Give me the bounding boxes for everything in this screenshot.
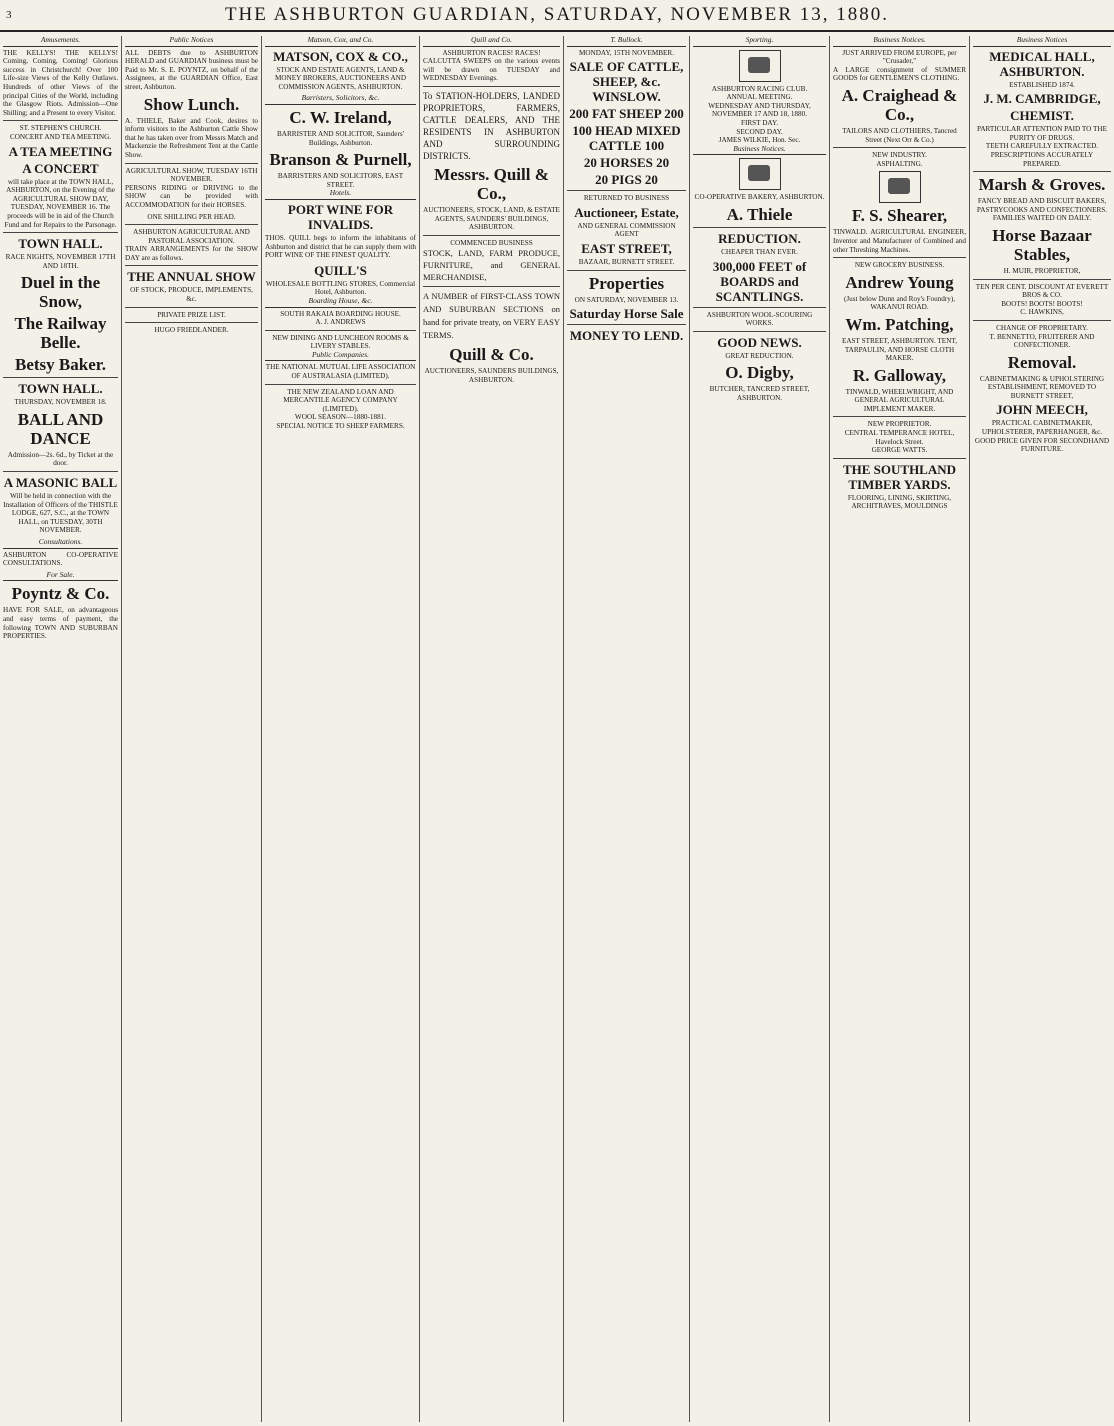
ad-chemist: CHEMIST. [1010,108,1074,124]
section-head: T. Bullock. [567,36,686,47]
ad-young-body: (Just below Dunn and Roy's Foundry), WAKANUI ROAD. [843,294,956,312]
section-head-companies: Public Companies. [265,351,416,362]
ad-race-nights: RACE NIGHTS, NOVEMBER 17TH AND 18TH. [5,253,116,270]
ad-annual-body: OF STOCK, PRODUCE, IMPLEMENTS, &c. [130,286,253,304]
ad-arrived: JUST ARRIVED FROM EUROPE, per "Crusader," [842,48,957,66]
divider [265,384,416,385]
divider [833,416,966,417]
ad-coop: CO-OPERATIVE BAKERY, ASHBURTON. [694,193,825,202]
divider [265,330,416,331]
ad-change: CHANGE OF PROPRIETARY. [996,323,1088,332]
ad-shearer-body: TINWALD. AGRICULTURAL ENGINEER, Inventor and Manufacturer of Combined and other Threshing Machines. [833,228,966,254]
ad-reduction: REDUCTION. [718,230,801,246]
ad-craighead-body: TAILORS AND CLOTHIERS, Tancred Street (Next Orr & Co.) [842,126,957,144]
ad-galloway: R. Galloway, [852,365,947,385]
ad-special: SPECIAL NOTICE TO SHEEP FARMERS. [276,422,405,431]
ad-masonic-ball: A MASONIC BALL [3,475,118,491]
ad-prescriptions: PRESCRIPTIONS ACCURATELY PREPARED. [990,150,1094,168]
ad-digby: O. Digby, [725,363,794,383]
ad-wool: WOOL SEASON—1880-1881. [294,413,387,422]
ad-patching-body: EAST STREET, ASHBURTON. TENT, TARPAULIN, AND HORSE CLOTH MAKER. [841,336,958,363]
ad-craighead: A. Craighead & Co., [841,85,958,124]
divider [423,235,560,236]
ad-great: GREAT REDUCTION. [725,351,794,360]
ad-tea-meeting: A TEA MEETING [8,143,113,159]
ad-sale: SALE OF CATTLE, SHEEP, &c. WINSLOW. [569,59,684,105]
ad-kellys: THE KELLYS! THE KELLYS! Coming, Coming, Coming! Glorious success in Christchurch! Over 100 Life-size Views of the Kelly Outlaws. Hundreds of other Views of the principal Cities of the World, including the Glasgow Riots. Admission—One Shilling; and a Present to every Visitor. [3,48,118,117]
column-4 [420,36,564,1422]
ad-temperance: CENTRAL TEMPERANCE HOTEL, Havelock Street. [844,429,955,446]
divider [693,331,826,332]
divider [125,163,258,164]
ad-train: TRAIN ARRANGEMENTS for the SHOW DAY are as follows. [125,245,258,262]
ad-wilkie: JAMES WILKIE, Hon. Sec. [718,136,801,145]
ad-properties: Properties [588,273,665,293]
ad-flooring: FLOORING, LINING, SKIRTING, ARCHITRAVES, MOULDINGS [847,493,952,511]
ad-properties-body: ON SATURDAY, NOVEMBER 13. [574,295,679,304]
ad-commenced: COMMENCED BUSINESS [450,238,533,247]
ad-quill-body: AUCTIONEERS, STOCK, LAND, & ESTATE AGENTS, SAUNDERS' BUILDINGS, ASHBURTON. [423,205,560,232]
ad-quills-body: WHOLESALE BOTTLING STORES, Commercial Hotel, Ashburton. [265,279,416,297]
ad-thursday: THURSDAY, NOVEMBER 18. [14,398,107,407]
ad-furniture: GOOD PRICE GIVEN FOR SECONDHAND FURNITURE. [974,436,1110,454]
divider [567,324,686,325]
ad-concert-body: will take place at the TOWN HALL, ASHBURTON, on the Evening of the AGRICULTURAL SHOW DAY, TUESDAY, NOVEMBER 16. The proceeds will be in aid of the Church Fund and for Repairs to the Parsonage. [4,177,117,229]
ad-proprietor: NEW PROPRIETOR. [867,420,932,429]
section-head-hotels: Hotels. [265,189,416,200]
ad-returned: RETURNED TO BUSINESS [583,194,670,203]
ad-betsy-baker: Betsy Baker. [15,355,106,375]
ad-hawkins: C. HAWKINS, [1020,308,1064,317]
ad-grocery: NEW GROCERY BUSINESS. [854,261,945,270]
ad-sections: A NUMBER of FIRST-CLASS TOWN AND SUBURBAN SECTIONS on hand for private treaty, on VERY EASY TERMS. [423,291,560,341]
ad-persons-riding: PERSONS RIDING or DRIVING to the SHOW can be provided with ACCOMMODATION for their HORSES. [125,183,258,209]
divider [833,458,966,459]
ad-town-hall: TOWN HALL. [18,236,103,252]
ad-cabinet: CABINETMAKING & UPHOLSTERING ESTABLISHMENT, REMOVED TO BURNETT STREET, [979,374,1105,400]
ad-railway-belle: The Railway Belle. [14,314,107,353]
ad-horse-sale: Saturday Horse Sale [569,306,684,322]
ad-meech: JOHN MEECH, [996,402,1088,418]
ad-attention: PARTICULAR ATTENTION PAID TO THE PURITY OF DRUGS. [976,125,1107,142]
column-2 [122,36,262,1422]
ad-families: FAMILIES WAITED ON DAILY. [992,214,1092,223]
divider [3,120,118,121]
divider [423,286,560,287]
ad-hugo: HUGO FRIEDLANDER. [154,326,229,335]
ad-consultations: ASHBURTON CO-OPERATIVE CONSULTATIONS. [3,550,118,568]
ad-thiele: A. Thiele [726,204,793,224]
divider [973,320,1111,321]
ad-town-hall-2: TOWN HALL. [18,381,103,397]
column-1 [0,36,122,1422]
ad-cheaper: CHEAPER THAN EVER. [721,247,798,256]
divider [833,257,966,258]
masthead [0,0,1114,32]
column-8 [970,36,1114,1422]
section-head-for-sale: For Sale. [3,571,118,582]
ad-removal: Removal. [1007,352,1077,372]
ad-branson: Branson & Purnell, [269,150,412,170]
ad-monday: MONDAY, 15TH NOVEMBER. [578,48,675,57]
ad-medical-hall: MEDICAL HALL, ASHBURTON. [989,48,1095,79]
ad-established: ESTABLISHED 1874. [1009,80,1075,89]
ad-station: To STATION-HOLDERS, LANDED PROPRIETORS, FARMERS, CATTLE DEALERS, AND THE RESIDENTS IN ASHBURTON AND SURROUNDING DISTRICTS. [423,90,560,161]
ad-ball-dance: BALL AND DANCE [17,409,104,448]
ad-ag-show: AGRICULTURAL SHOW, TUESDAY 16TH NOVEMBER. [125,166,258,184]
wheatsheaf-icon [739,158,781,190]
ad-east-street: EAST STREET, [581,240,672,256]
ad-club: ASHBURTON RACING CLUB. [711,84,808,93]
ad-duel: Duel in the Snow, [20,273,101,312]
ad-muir: H. MUIR, PROPRIETOR, [1003,266,1081,275]
ad-galloway-body: TINWALD, WHEELWRIGHT, AND GENERAL AGRICULTURAL IMPLEMENT MAKER. [845,387,954,413]
ad-watts: GEORGE WATTS. [871,446,928,455]
ad-concert: A CONCERT [22,160,99,176]
ad-quills: QUILL'S [314,262,367,278]
ad-assoc: ASHBURTON AGRICULTURAL AND PASTORAL ASSOCIATION. [133,228,250,245]
ad-loan: THE NEW ZEALAND LOAN AND MERCANTILE AGENCY COMPANY (LIMITED). [283,387,398,413]
ad-arrived-body: A LARGE consignment of SUMMER GOODS for GENTLEMEN'S CLOTHING. [833,65,966,83]
divider [693,307,826,308]
section-head-barristers: Barristers, Solicitors, &c. [265,94,416,105]
section-head-boarding: Boarding House, &c. [265,297,416,308]
section-head: Sporting. [693,36,826,47]
ad-lot-4: 20 PIGS 20 [595,172,658,188]
ad-marsh: Marsh & Groves. [978,175,1106,195]
ad-matson: MATSON, COX & CO., [273,48,408,64]
steam-engine-icon [879,171,921,203]
ad-andrews: A. J. ANDREWS [315,318,366,327]
ad-cambridge: J. M. CAMBRIDGE, [983,91,1101,107]
ad-money: MONEY TO LEND. [569,328,684,344]
divider [423,86,560,87]
ad-calcutta: CALCUTTA SWEEPS on the various events will be drawn on TUESDAY and WEDNESDAY Evenings. [423,57,560,83]
ad-concert-head: CONCERT AND TEA MEETING. [9,132,112,141]
divider [973,171,1111,172]
ad-port-wine: PORT WINE FOR INVALIDS. [287,201,394,232]
section-head: Business Notices [973,36,1111,47]
ad-second-day: SECOND DAY. [736,127,783,136]
ad-digby-body: BUTCHER, TANCRED STREET, ASHBURTON. [709,385,810,402]
columns [0,36,1114,1422]
ad-admission: Admission—2s. 6d., by Ticket at the door. [7,450,114,468]
divider [693,227,826,228]
section-head-consultations: Consultations. [3,538,118,549]
ad-lot-3: 20 HORSES 20 [583,155,670,171]
column-5 [564,36,690,1422]
divider [567,190,686,191]
ad-feet: 300,000 FEET of BOARDS and SCANTLINGS. [712,258,807,304]
ad-masonic-body: Will be held in connection with the Installation of Officers of the THISTLE LODGE, 627, S.C., at the TOWN HALL, on TUESDAY, 30TH NOVEMBER. [3,492,118,535]
divider [833,147,966,148]
ad-horse-bazaar: Horse Bazaar Stables, [992,225,1092,264]
ad-mutual: THE NATIONAL MUTUAL LIFE ASSOCIATION OF AUSTRALASIA (LIMITED). [265,363,416,381]
ad-lot-1: 200 FAT SHEEP 200 [569,106,684,122]
ad-church: ST. STEPHEN'S CHURCH. [19,124,102,133]
ad-annual-show: THE ANNUAL SHOW [127,269,256,285]
ad-matson-body: STOCK AND ESTATE AGENTS, LAND & MONEY BROKERS, AUCTIONEERS AND COMMISSION AGENTS, ASHBURTON. [274,65,407,91]
ad-show-lunch: Show Lunch. [143,94,240,114]
ad-general: AND GENERAL COMMISSION AGENT [577,221,676,239]
ad-admission-fee: ONE SHILLING PER HEAD. [147,212,236,221]
ad-show-lunch-body: A. THIELE, Baker and Cook, desires to inform visitors to the Ashburton Cattle Show that he has taken over from Messrs Match and Mackenzie the Refreshment Tent at the Cattle Show. [125,116,258,159]
ad-quill-2: Quill & Co. [449,345,534,365]
divider [125,224,258,225]
ad-meech-body: PRACTICAL CABINETMAKER, UPHOLSTERER, PAPERHANGER, &c. [981,419,1103,437]
divider [567,270,686,271]
ad-discount: TEN PER CENT. DISCOUNT AT EVERETT BROS & CO. [975,282,1109,300]
ad-timber: THE SOUTHLAND TIMBER YARDS. [842,461,957,492]
ad-marsh-body: FANCY BREAD AND BISCUIT BAKERS, PASTRYCOOKS AND CONFECTIONERS. [976,197,1108,214]
ad-ireland-body: BARRISTER AND SOLICITOR, Saunders' Buildings, Ashburton. [277,129,404,147]
ad-annual: ANNUAL MEETING. [726,93,793,102]
section-head: Business Notices. [833,36,966,47]
section-head: Quill and Co. [423,36,560,47]
ad-young: Andrew Young [845,272,954,292]
ad-quill: Messrs. Quill & Co., [434,164,549,203]
ad-poyntz: Poyntz & Co. [11,584,110,604]
ad-lot-2: 100 HEAD MIXED CATTLE 100 [572,123,681,154]
ad-industry: NEW INDUSTRY. [872,151,927,160]
ad-boarding: SOUTH RAKAIA BOARDING HOUSE. [280,309,401,318]
ad-races: ASHBURTON RACES! RACES! [442,48,541,57]
divider [3,471,118,472]
divider [973,279,1111,280]
column-3 [262,36,420,1422]
column-6 [690,36,830,1422]
ad-dates: WEDNESDAY AND THURSDAY, NOVEMBER 17 AND 18, 1880. [708,101,811,119]
ad-shearer: F. S. Shearer, [851,206,948,226]
ad-wool-scouring: ASHBURTON WOOL-SCOURING WORKS. [706,310,813,328]
ad-branson-body: BARRISTERS AND SOLICITORS, EAST STREET. [277,172,404,189]
ad-ireland: C. W. Ireland, [289,107,392,127]
divider [3,232,118,233]
section-head: Amusements. [3,36,118,47]
ad-patching: Wm. Patching, [845,314,954,334]
ad-auctioneer: Auctioneer, Estate, [574,204,679,220]
divider [125,265,258,266]
ad-stock: STOCK, LAND, FARM PRODUCE, FURNITURE, and GENERAL MERCHANDISE, [423,248,560,283]
ad-boots: BOOTS! BOOTS! BOOTS! [1001,299,1083,308]
racehorse-icon [739,50,781,82]
ad-bennetto: T. BENNETTO, FRUITERER AND CONFECTIONER. [989,332,1095,350]
ad-poyntz-body: HAVE FOR SALE, on advantageous and easy terms of payment, the following TOWN AND SUBURBAN PROPERTIES. [3,606,118,641]
ad-prize-list: PRIVATE PRIZE LIST. [157,310,226,319]
ad-asphalting: ASPHALTING. [876,159,923,168]
divider [3,377,118,378]
ad-quill-notice: THOS. QUILL begs to inform the inhabitants of Ashburton and district that he can supply them with PORT WINE OF THE FINEST QUALITY. [265,233,416,260]
masthead-title: THE ASHBURTON GUARDIAN, SATURDAY, NOVEMBER 13, 1880. [224,4,890,25]
section-head: Matson, Cox, and Co. [265,36,416,47]
ad-teeth: TEETH CAREFULLY EXTRACTED. [985,142,1099,151]
column-7 [830,36,970,1422]
section-head: Public Notices [125,36,258,47]
ad-quill-2-body: AUCTIONEERS, SAUNDERS BUILDINGS, ASHBURTON. [424,367,559,384]
section-head-business: Business Notices. [693,145,826,156]
page-number: 3 [6,9,14,21]
ad-debts-notice: ALL DEBTS due to ASHBURTON HERALD and GUARDIAN business must be Paid to Mr. S. E. POYNTZ, on behalf of the Assignees, at the GUARDIAN Office, East street, Ashburton. [125,48,258,91]
ad-first-day: FIRST DAY. [740,118,779,127]
divider [125,307,258,308]
ad-bazaar: BAZAAR, BURNETT STREET. [578,257,675,266]
ad-dining: NEW DINING AND LUNCHEON ROOMS & LIVERY STABLES. [272,333,409,351]
ad-good-news: GOOD NEWS. [717,334,802,350]
divider [125,322,258,323]
